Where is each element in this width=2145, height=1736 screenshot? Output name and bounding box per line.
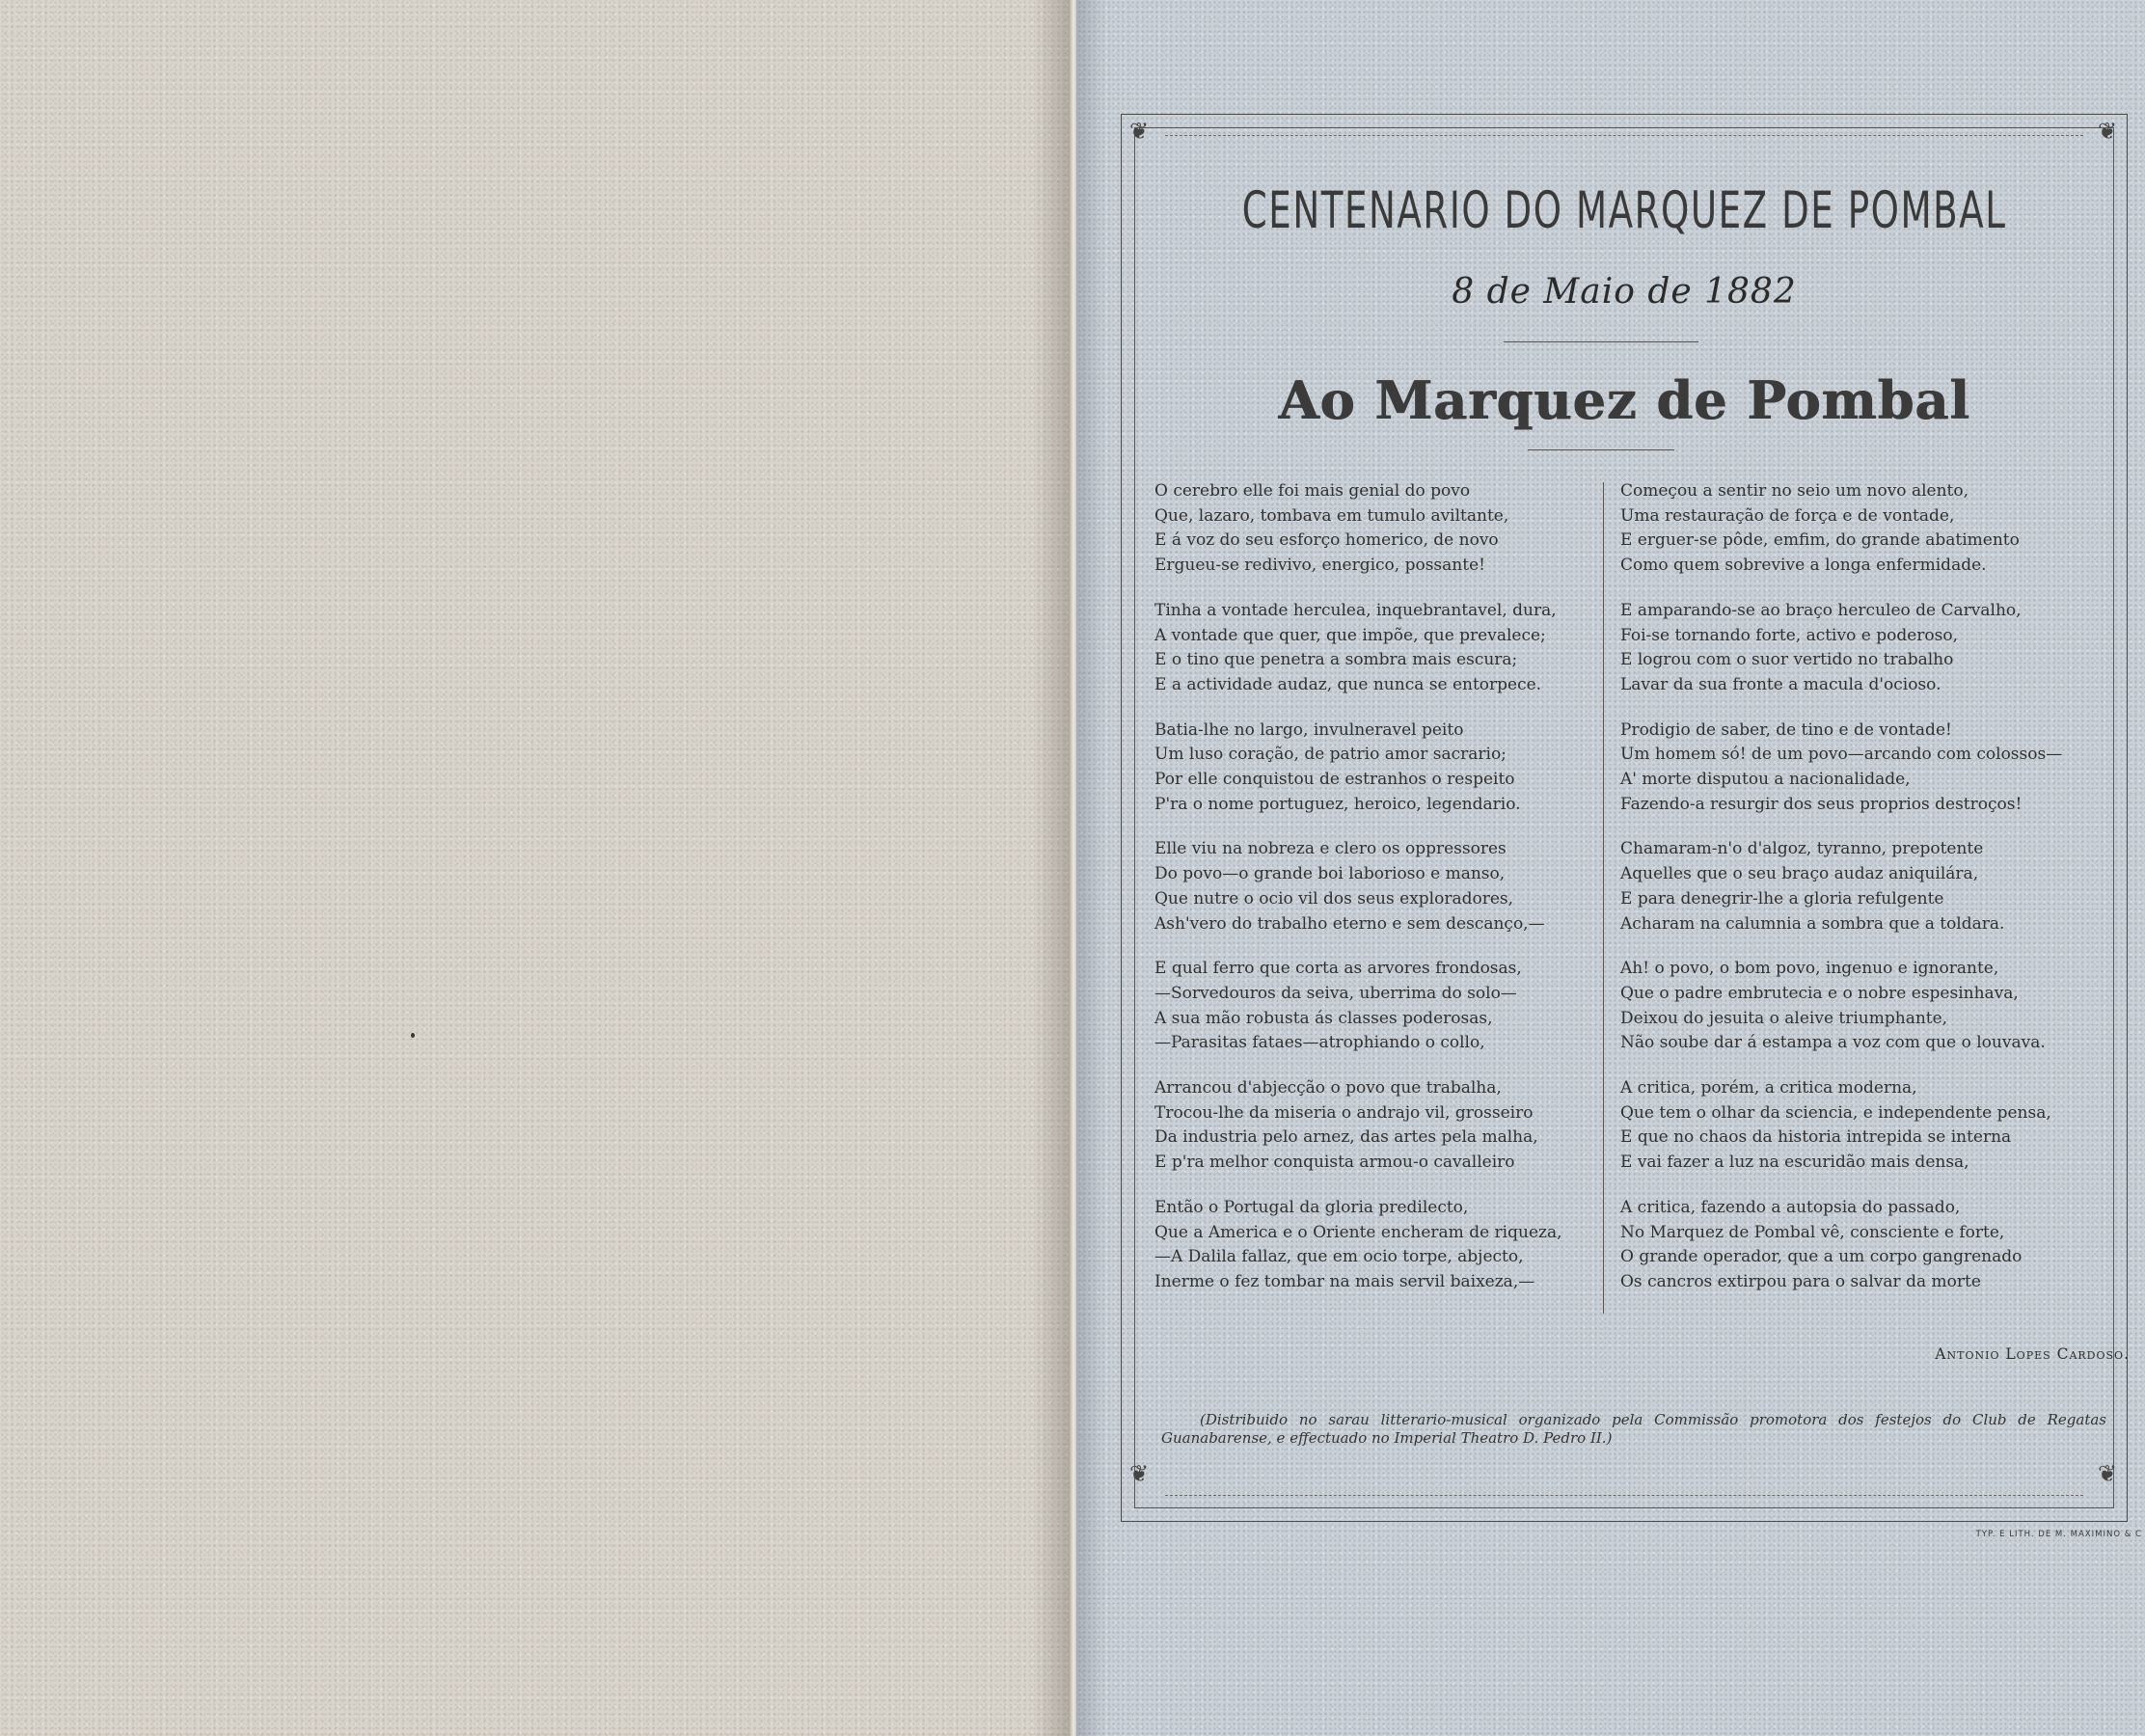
poem-stanza (1620, 837, 2083, 936)
poem-stanza (1620, 957, 2083, 1056)
poem-line: —A Dalila fallaz, que em ocio torpe, abjecto, (1154, 1247, 1524, 1267)
poem-line: A sua mão robusta ás classes poderosas, (1154, 1008, 1493, 1028)
corner-ornament-icon: ❦ (1128, 1460, 1150, 1487)
poem-line: Chamaram-n'o d'algoz, tyranno, prepotente (1620, 839, 1984, 859)
poem-line: Prodigio de saber, de tino e de vontade! (1620, 719, 1952, 740)
poem-line: No Marquez de Pombal vê, consciente e forte, (1620, 1222, 2005, 1242)
document-title: CENTENARIO DO MARQUEZ DE POMBAL (1241, 181, 2007, 240)
poem-line: —Parasitas fataes—atrophiando o collo, (1154, 1033, 1485, 1053)
poem-line: E logrou com o suor vertido no trabalho (1620, 650, 1954, 670)
poem-line: Ah! o povo, o bom povo, ingenuo e ignorante, (1620, 959, 1999, 979)
poem-line: E p'ra melhor conquista armou-o cavalleiro (1154, 1153, 1515, 1173)
poem-line: Batia-lhe no largo, invulneravel peito (1154, 719, 1464, 740)
poem-line: A' morte disputou a nacionalidade, (1620, 770, 1911, 790)
poem-line: Deixou do jesuita o aleive triumphante, (1620, 1008, 1948, 1028)
corner-ornament-icon: ❦ (2097, 118, 2118, 145)
poem-line: Fazendo-a resurgir dos seus proprios destroços! (1620, 794, 2023, 814)
poem-line: Inerme o fez tombar na mais servil baixeza,— (1154, 1271, 1535, 1291)
top-flourish-rule (1165, 135, 2083, 136)
poem-stanza (1620, 479, 2083, 579)
poem-line: O grande operador, que a um corpo gangrenado (1620, 1247, 2023, 1267)
divider-rule (1504, 341, 1698, 342)
poem-line: P'ra o nome portuguez, heroico, legendario. (1154, 794, 1521, 814)
poem-line: Arrancou d'abjecção o povo que trabalha, (1154, 1078, 1502, 1099)
poem-line: Ergueu-se redivivo, energico, possante! (1154, 556, 1485, 576)
poem-line: Trocou-lhe da miseria o andrajo vil, grosseiro (1154, 1102, 1534, 1123)
poem-stanza (1154, 479, 1594, 579)
right-printed-page (1076, 0, 2145, 1736)
poem-line: A vontade que quer, que impõe, que prevalece; (1154, 625, 1546, 645)
poem-line: Que o padre embrutecia e o nobre espesinhava, (1620, 983, 2019, 1003)
poem-line: E vai fazer a luz na escuridão mais densa, (1620, 1153, 1969, 1173)
poem-line: Tinha a vontade herculea, inquebrantavel, dura, (1154, 600, 1557, 620)
poem-line: Como quem sobrevive a longa enfermidade. (1620, 556, 1987, 576)
poem-stanza (1154, 837, 1594, 936)
divider-rule (1528, 449, 1674, 450)
poem-line: Um homem só! de um povo—arcando com colossos— (1620, 745, 2063, 765)
poem-line: Do povo—o grande boi laborioso e manso, (1154, 864, 1506, 884)
poem-line: Por elle conquistou de estranhos o respeito (1154, 770, 1515, 790)
poem-line: Então o Portugal da gloria predilecto, (1154, 1197, 1469, 1217)
printer-imprint: TYP. E LITH. DE M. MAXIMINO & C (1975, 1530, 2142, 1539)
poem-line: Da industria pelo arnez, das artes pela malha, (1154, 1127, 1538, 1148)
poem-line: Elle viu na nobreza e clero os oppressores (1154, 839, 1507, 859)
poem-line: O cerebro elle foi mais genial do povo (1154, 481, 1471, 501)
poem-line: E erguer-se pôde, emfim, do grande abatimento (1620, 530, 2020, 551)
poem-heading: Ao Marquez de Pombal (1278, 369, 1970, 431)
poem-stanza (1154, 957, 1594, 1056)
poem-line: E qual ferro que corta as arvores frondosas, (1154, 959, 1522, 979)
poem-line: Começou a sentir no seio um novo alento, (1620, 481, 1969, 501)
poem-line: Lavar da sua fronte a macula d'ocioso. (1620, 674, 1941, 694)
poem-line: Que a America e o Oriente encheram de riqueza, (1154, 1222, 1562, 1242)
poem-column-right (1620, 479, 2083, 1316)
corner-ornament-icon: ❦ (2097, 1460, 2118, 1487)
poem-line: Ash'vero do trabalho eterno e sem descanço,— (1154, 913, 1545, 934)
poem-line: E á voz do seu esforço homerico, de novo (1154, 530, 1499, 551)
poem-line: E o tino que penetra a sombra mais escura; (1154, 650, 1518, 670)
poem-line: A critica, fazendo a autopsia do passado, (1620, 1197, 1961, 1217)
poem-line: —Sorvedouros da seiva, uberrima do solo— (1154, 983, 1517, 1003)
poem-line: Não soube dar á estampa a voz com que o louvava. (1620, 1033, 2046, 1053)
poem-line: E amparando-se ao braço herculeo de Carvalho, (1620, 600, 2022, 620)
distribution-note: (Distribuido no sarau litterario-musical organizado pela Commissão promotora dos festejos do Club de Regatas Guanabarense, e effectuado no Imperial Theatro D. Pedro II.) (1161, 1411, 2106, 1447)
poem-line: E a actividade audaz, que nunca se entorpece. (1154, 674, 1542, 694)
poem-stanza (1620, 1196, 2083, 1295)
poem-line: Foi-se tornando forte, activo e poderoso, (1620, 625, 1958, 645)
poem-line: A critica, porém, a critica moderna, (1620, 1078, 1917, 1099)
poem-stanza (1620, 1076, 2083, 1176)
document-date: 8 de Maio de 1882 (1452, 272, 1797, 312)
poem-stanza (1154, 599, 1594, 698)
bottom-flourish-rule (1165, 1495, 2083, 1496)
poem-stanza (1154, 1196, 1594, 1295)
poem-line: Os cancros extirpou para o salvar da morte (1620, 1271, 1981, 1291)
poem-line: Que tem o olhar da sciencia, e independente pensa, (1620, 1102, 2051, 1123)
corner-ornament-icon: ❦ (1128, 118, 1150, 145)
poem-stanza (1620, 599, 2083, 698)
poem-column-left (1154, 479, 1594, 1316)
poem-line: Aquelles que o seu braço audaz aniquilára, (1620, 864, 1979, 884)
poem-stanza (1154, 719, 1594, 818)
author-signature: Antonio Lopes Cardoso. (1935, 1345, 2130, 1363)
poem-line: Uma restauração de força e de vontade, (1620, 505, 1955, 526)
poem-line: E que no chaos da historia intrepida se interna (1620, 1127, 2012, 1148)
poem-line: Acharam na calumnia a sombra que a toldara. (1620, 913, 2005, 934)
poem-stanza (1620, 719, 2083, 818)
left-blank-page (0, 0, 1071, 1736)
poem-line: Um luso coração, de patrio amor sacrario; (1154, 745, 1507, 765)
ink-speck (411, 1033, 415, 1038)
poem-line: E para denegrir-lhe a gloria refulgente (1620, 888, 1944, 909)
poem-line: Que, lazaro, tombava em tumulo aviltante, (1154, 505, 1509, 526)
poem-line: Que nutre o ocio vil dos seus exploradores, (1154, 888, 1514, 909)
column-divider (1603, 482, 1604, 1314)
poem-stanza (1154, 1076, 1594, 1176)
